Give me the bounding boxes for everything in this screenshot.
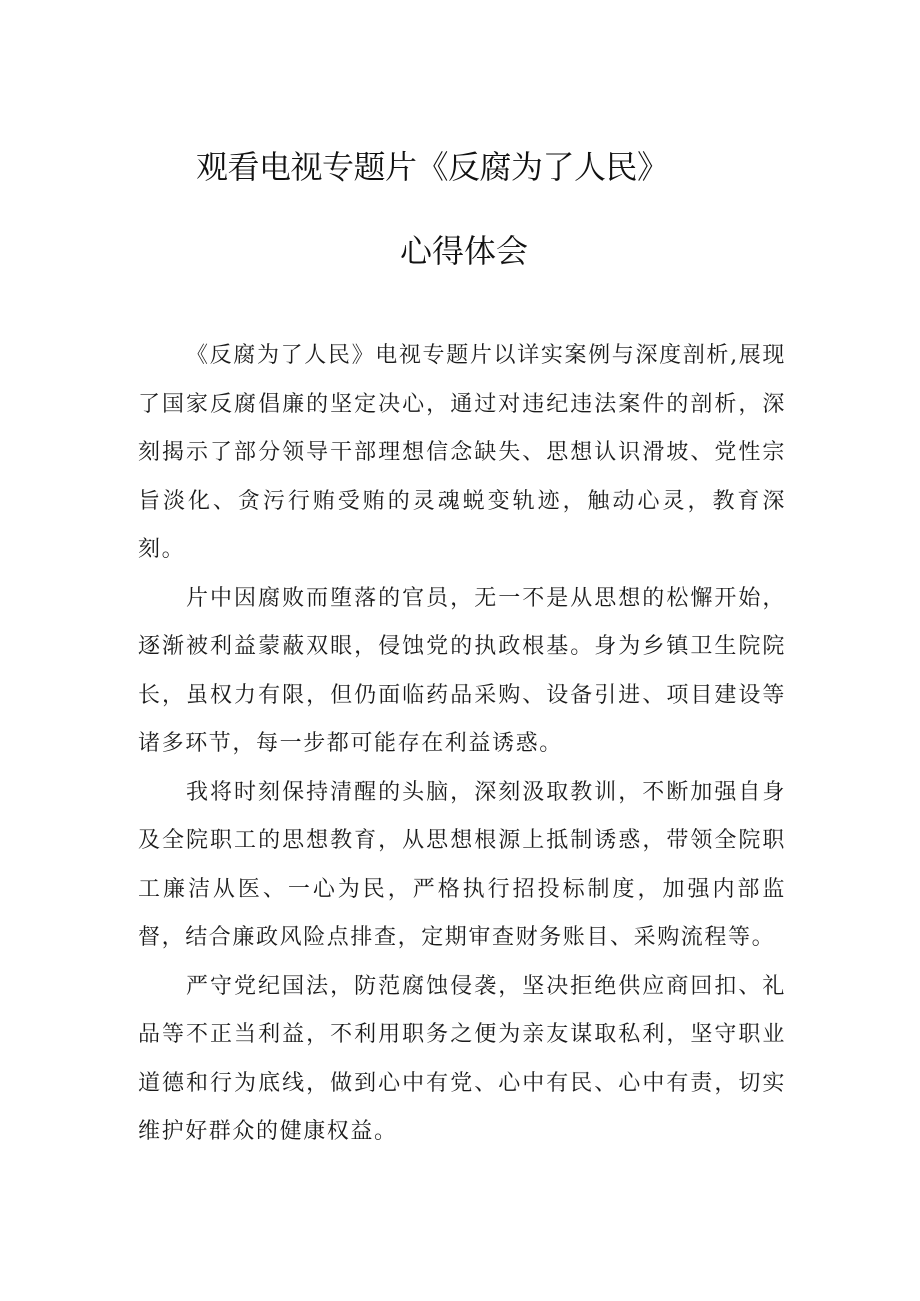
paragraph-4: 严守党纪国法，防范腐蚀侵袭，坚决拒绝供应商回扣、礼品等不正当利益，不利用职务之便为亲友谋取私利，坚守职业道德和行为底线，做到心中有党、心中有民、心中有责，切实维护好群众的健康权益。	[138, 973, 786, 1144]
document-body	[138, 332, 786, 1157]
document-title-line-1: 观看电视专题片《反腐为了人民》	[196, 148, 669, 186]
paragraph-3: 我将时刻保持清醒的头脑，深刻汲取教训，不断加强自身及全院职工的思想教育，从思想根源上抵制诱惑，带领全院职工廉洁从医、一心为民，严格执行招投标制度，加强内部监督，结合廉政风险点排查，定期审查财务账目、采购流程等。	[138, 779, 786, 950]
document-title-line-2: 心得体会	[400, 232, 529, 270]
paragraph-1: 《反腐为了人民》电视专题片以详实案例与深度剖析,展现了国家反腐倡廉的坚定决心，通过对违纪违法案件的剖析，深刻揭示了部分领导干部理想信念缺失、思想认识滑坡、党性宗旨淡化、贪污行贿受贿的灵魂蜕变轨迹，触动心灵，教育深刻。	[138, 343, 786, 562]
paragraph-2: 片中因腐败而堕落的官员，无一不是从思想的松懈开始，逐渐被利益蒙蔽双眼，侵蚀党的执政根基。身为乡镇卫生院院长，虽权力有限，但仍面临药品采购、设备引进、项目建设等诸多环节，每一步都可能存在利益诱惑。	[138, 585, 786, 756]
